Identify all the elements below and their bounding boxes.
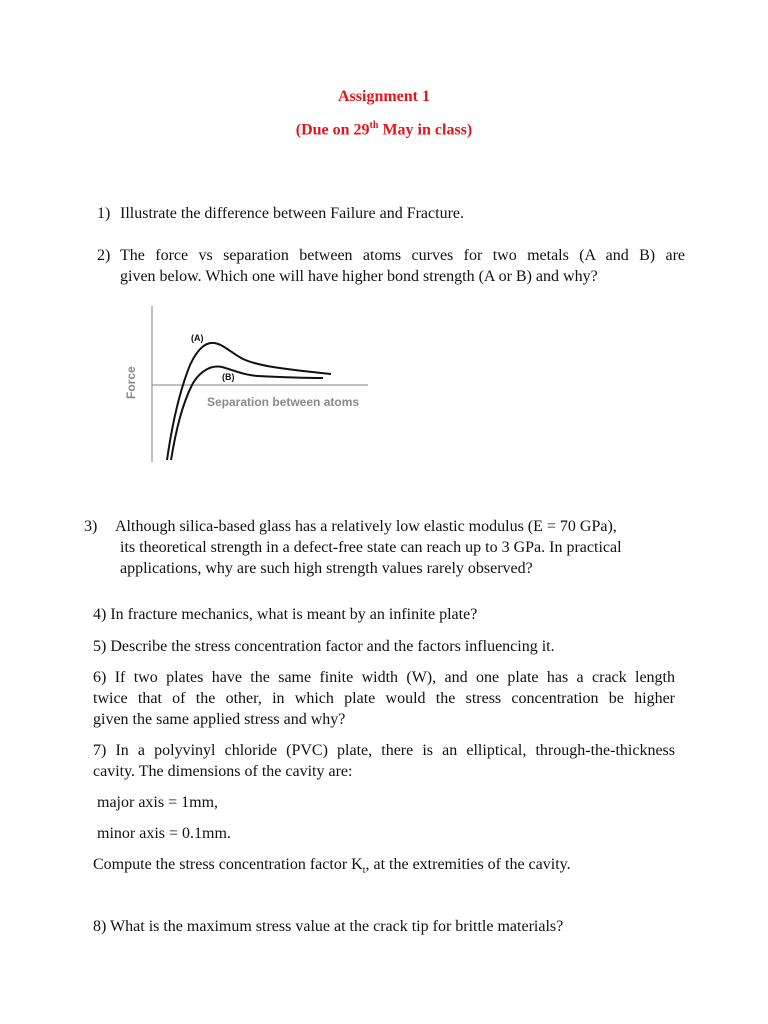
due-suffix: May in class) bbox=[378, 121, 473, 139]
question-7-compute-suffix: , at the extremities of the cavity. bbox=[365, 856, 571, 873]
question-8: 8) What is the maximum stress value at the crack tip for brittle materials? bbox=[93, 918, 564, 935]
question-7-compute-subscript: t bbox=[362, 865, 366, 877]
question-7 bbox=[93, 740, 675, 782]
question-5: 5) Describe the stress concentration factor and the factors influencing it. bbox=[93, 638, 555, 655]
x-axis-label: Separation between atoms bbox=[207, 395, 360, 409]
question-1 bbox=[97, 203, 464, 224]
question-6-line-2: twice that of the other, in which plate would the stress concentration be higher bbox=[93, 690, 675, 707]
question-3 bbox=[84, 516, 684, 577]
question-7-compute bbox=[93, 854, 571, 881]
question-7-minor-axis: minor axis = 0.1mm. bbox=[97, 825, 231, 842]
due-superscript: th bbox=[369, 120, 379, 131]
question-3-number: 3) bbox=[84, 518, 98, 535]
question-2 bbox=[97, 245, 687, 285]
due-prefix: (Due on 29 bbox=[295, 121, 370, 139]
question-6 bbox=[93, 667, 675, 730]
question-6-line-3: given the same applied stress and why? bbox=[93, 711, 346, 728]
due-date bbox=[0, 120, 768, 139]
question-3-line-1: Although silica-based glass has a relatively low elastic modulus (E = 70 GPa), bbox=[115, 518, 617, 535]
force-separation-figure bbox=[118, 300, 378, 470]
question-7-major-axis: major axis = 1mm, bbox=[97, 794, 219, 811]
question-6-line-1: 6) If two plates have the same finite width (W), and one plate has a crack length bbox=[93, 669, 675, 686]
question-2-line-2: given below. Which one will have higher bond strength (A or B) and why? bbox=[120, 268, 598, 285]
question-4: 4) In fracture mechanics, what is meant by an infinite plate? bbox=[93, 606, 478, 623]
question-7-line-1: 7) In a polyvinyl chloride (PVC) plate, there is an elliptical, through-the-thickness bbox=[93, 742, 675, 759]
question-2-line-1: The force vs separation between atoms curves for two metals (A and B) are bbox=[120, 247, 685, 264]
question-3-line-3: applications, why are such high strength values rarely observed? bbox=[120, 560, 533, 577]
question-2-number: 2) bbox=[97, 247, 111, 264]
question-1-text: Illustrate the difference between Failure and Fracture. bbox=[120, 205, 464, 222]
assignment-title: Assignment 1 bbox=[337, 88, 430, 105]
curve-b-label: (B) bbox=[222, 372, 235, 382]
y-axis-label: Force bbox=[124, 366, 138, 399]
question-7-line-2: cavity. The dimensions of the cavity are: bbox=[93, 763, 353, 780]
question-7-compute-prefix: Compute the stress concentration factor K bbox=[93, 856, 363, 873]
question-3-line-2: its theoretical strength in a defect-free state can reach up to 3 GPa. In practical bbox=[120, 539, 622, 556]
question-1-number: 1) bbox=[97, 205, 111, 222]
curve-b bbox=[171, 367, 323, 460]
curve-a-label: (A) bbox=[191, 333, 204, 343]
